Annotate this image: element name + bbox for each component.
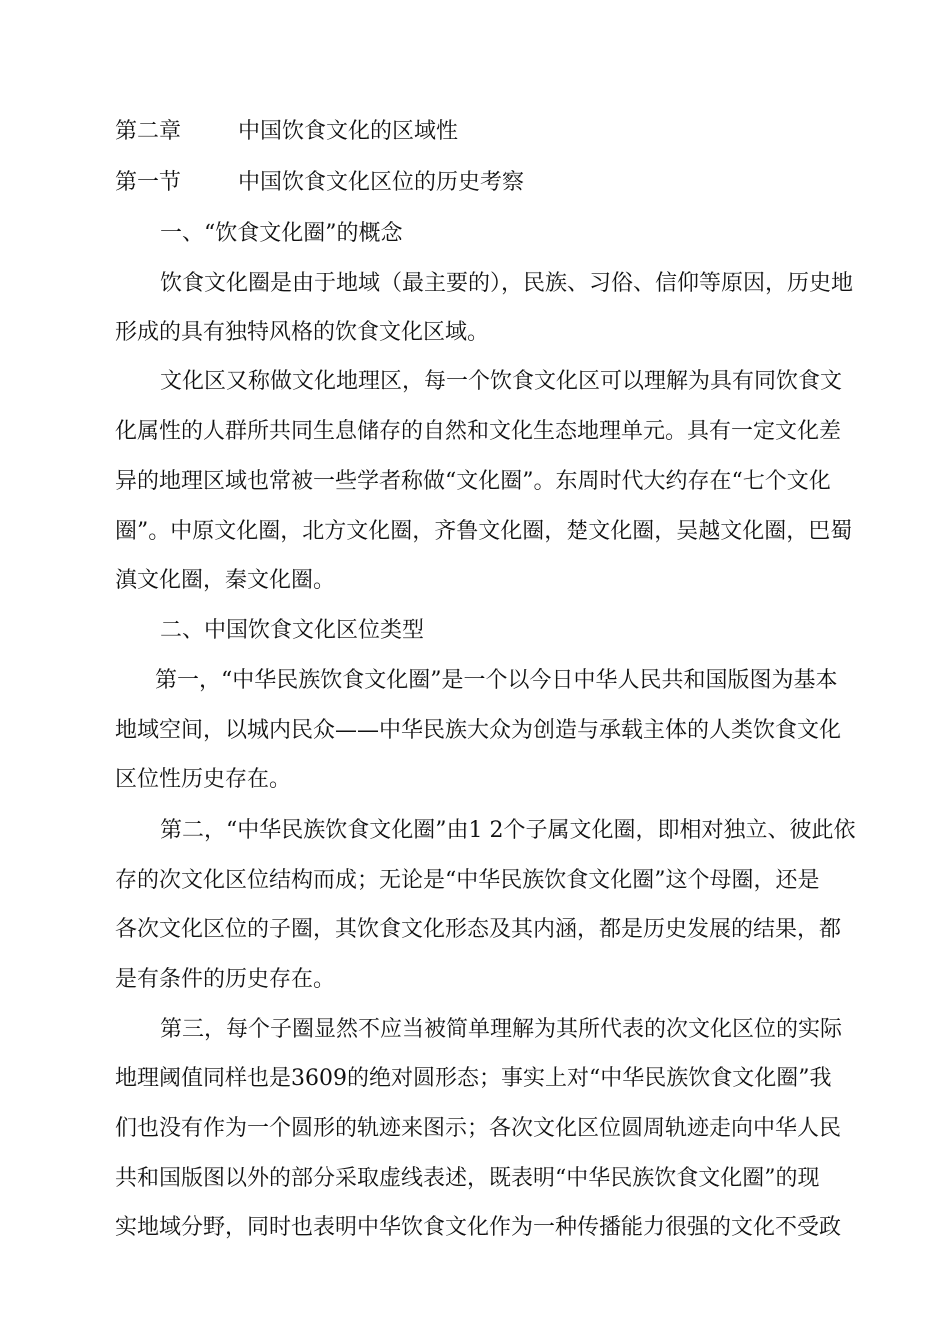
paragraph-line: 形成的具有独特风格的饮食文化区域。 <box>115 320 490 345</box>
paragraph-line: 区位性历史存在。 <box>115 767 292 792</box>
chapter-heading <box>115 117 458 147</box>
paragraph-line: 地理阈值同样也是3609的绝对圆形态；事实上对“中华民族饮食文化圈”我 <box>115 1066 832 1091</box>
paragraph-line: 实地域分野，同时也表明中华饮食文化作为一种传播能力很强的文化不受政 <box>115 1215 842 1240</box>
subheading-concept: 一、“饮食文化圈”的概念 <box>160 221 403 246</box>
paragraph-line: 各次文化区位的子圈，其饮食文化形态及其内涵，都是历史发展的结果，都 <box>115 917 842 942</box>
paragraph-line: 们也没有作为一个圆形的轨迹来图示；各次文化区位圆周轨迹走向中华人民 <box>115 1116 842 1141</box>
section-title: 中国饮食文化区位的历史考察 <box>238 170 525 195</box>
paragraph-line: 是有条件的历史存在。 <box>115 967 336 992</box>
paragraph-line: 第一，“中华民族饮食文化圈”是一个以今日中华人民共和国版图为基本 <box>155 668 838 693</box>
paragraph-line: 圈”。中原文化圈，北方文化圈，齐鲁文化圈，楚文化圈，吴越文化圈，巴蜀 <box>115 519 853 544</box>
section-label: 第一节 <box>115 170 182 195</box>
paragraph-line: 滇文化圈，秦文化圈。 <box>115 568 336 593</box>
paragraph-line: 化属性的人群所共同生息储存的自然和文化生态地理单元。具有一定文化差 <box>115 419 842 444</box>
section-heading <box>115 168 524 198</box>
subheading-types: 二、中国饮食文化区位类型 <box>160 618 425 643</box>
paragraph-line: 共和国版图以外的部分采取虚线表述，既表明“中华民族饮食文化圈”的现 <box>115 1166 820 1191</box>
paragraph-line: 地域空间，以城内民众——中华民族大众为创造与承载主体的人类饮食文化 <box>115 718 842 743</box>
paragraph-line: 异的地理区域也常被一些学者称做“文化圈”。东周时代大约存在“七个文化 <box>115 469 831 494</box>
paragraph-line: 第三，每个子圈显然不应当被简单理解为其所代表的次文化区位的实际 <box>160 1017 843 1042</box>
paragraph-line: 文化区又称做文化地理区，每一个饮食文化区可以理解为具有同饮食文 <box>160 369 843 394</box>
chapter-title: 中国饮食文化的区域性 <box>238 119 459 144</box>
paragraph-line: 饮食文化圈是由于地域（最主要的），民族、习俗、信仰等原因，历史地 <box>160 271 854 296</box>
paragraph-line: 第二，“中华民族饮食文化圈”由1 2个子属文化圈，即相对独立、彼此依 <box>160 818 856 843</box>
chapter-label: 第二章 <box>115 119 182 144</box>
paragraph-line: 存的次文化区位结构而成；无论是“中华民族饮食文化圈”这个母圈，还是 <box>115 868 820 893</box>
